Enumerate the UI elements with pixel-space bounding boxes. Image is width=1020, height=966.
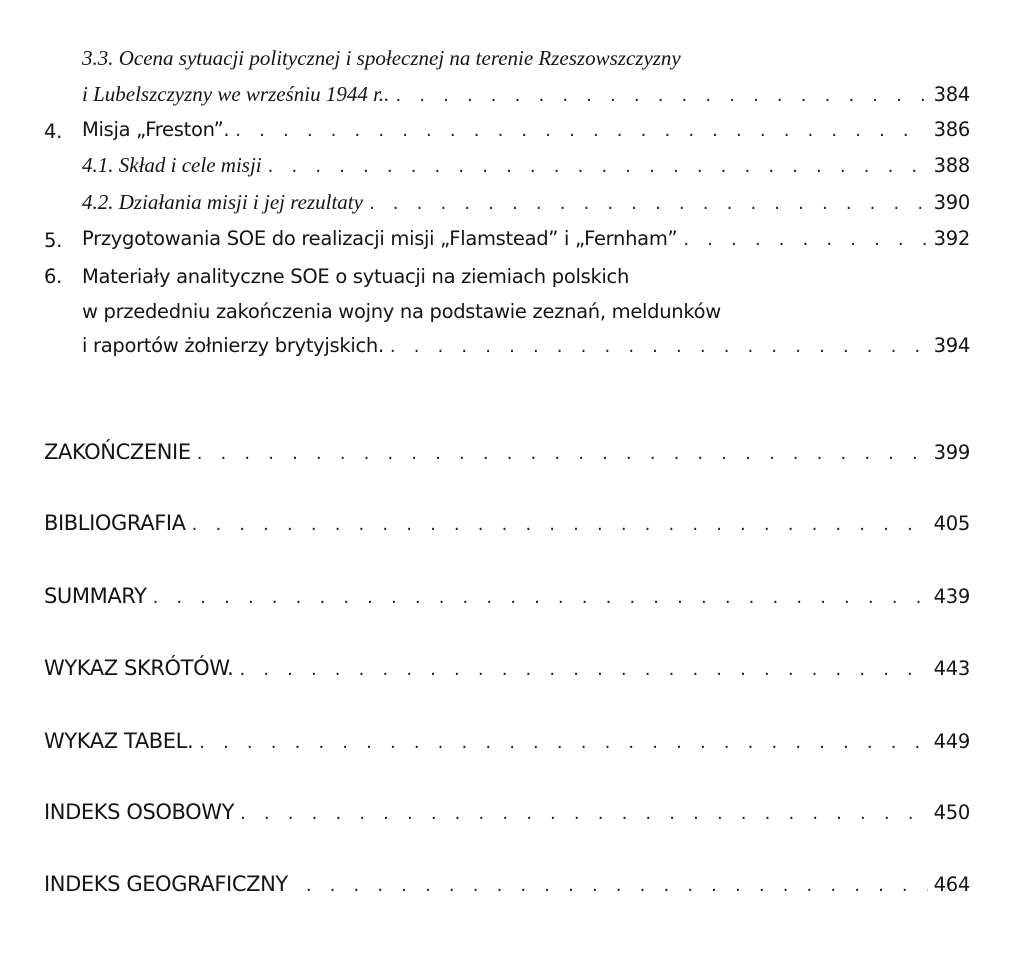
dot-leader	[199, 732, 927, 753]
toc-entry-3-3-line2[interactable]	[82, 82, 970, 107]
toc-entry-4-2[interactable]	[82, 190, 970, 215]
toc-section-bibliografia[interactable]	[44, 511, 970, 535]
section-title: INDEKS GEOGRAFICZNY	[44, 872, 288, 896]
entry-title: Ocena sytuacji politycznej i społecznej na terenie Rzeszowszczyzny	[118, 46, 681, 70]
entry-title-line2[interactable]: w przededniu zakończenia wojny na podstawie zeznań, meldunków	[82, 300, 721, 323]
page-number: 439	[933, 585, 970, 608]
toc-section-indeks-osobowy[interactable]	[44, 800, 970, 824]
entry-title	[82, 190, 363, 215]
entry-number: 5.	[44, 229, 63, 252]
toc-section-wykaz-skrotow[interactable]	[44, 656, 970, 680]
section-title: SUMMARY	[44, 584, 147, 608]
entry-number: 4.1.	[82, 153, 114, 177]
dot-leader	[153, 587, 928, 608]
toc-entry-4[interactable]	[82, 118, 970, 141]
dot-leader	[390, 336, 928, 357]
dot-leader	[306, 875, 928, 896]
entry-number: 4.	[44, 120, 63, 143]
entry-title: i Lubelszczyzny we wrześniu 1944 r..	[82, 82, 390, 106]
page-number: 399	[933, 441, 970, 464]
toc-entry-6[interactable]	[82, 334, 970, 357]
page-number: 449	[933, 730, 970, 753]
toc-section-wykaz-tabel[interactable]	[44, 729, 970, 753]
page-number: 384	[933, 83, 970, 106]
page-number: 390	[933, 191, 970, 214]
entry-number: 6.	[44, 265, 63, 288]
entry-title	[82, 153, 262, 178]
page-number: 388	[933, 154, 970, 177]
page-number: 394	[933, 334, 970, 357]
dot-leader	[235, 120, 927, 141]
entry-title: i raportów żołnierzy brytyjskich.	[82, 334, 384, 357]
section-title: INDEKS OSOBOWY	[44, 800, 235, 824]
page-number: 450	[933, 801, 970, 824]
section-title: WYKAZ TABEL.	[44, 729, 194, 753]
page-number: 392	[933, 227, 970, 250]
dot-leader	[239, 659, 927, 680]
dot-leader	[197, 443, 928, 464]
page-number: 443	[933, 657, 970, 680]
toc-section-indeks-geograficzny[interactable]	[44, 872, 970, 896]
entry-title: Przygotowania SOE do realizacji misji „Flamstead” i „Fernham”	[82, 227, 678, 250]
section-title: WYKAZ SKRÓTÓW.	[44, 656, 234, 680]
entry-number: 4.2.	[82, 190, 114, 214]
page-number: 405	[933, 512, 970, 535]
toc-entry-3-3-line1[interactable]	[82, 46, 681, 71]
entry-title-text: Skład i cele misji	[118, 153, 262, 177]
toc-entry-4-1[interactable]	[82, 153, 970, 178]
dot-leader	[192, 514, 928, 535]
entry-number: 3.3.	[82, 46, 114, 70]
page-number: 464	[933, 873, 970, 896]
dot-leader	[369, 193, 928, 214]
entry-title-line1[interactable]: Materiały analityczne SOE o sytuacji na ziemiach polskich	[82, 265, 630, 288]
section-title: BIBLIOGRAFIA	[44, 511, 186, 535]
section-title: ZAKOŃCZENIE	[44, 440, 191, 464]
dot-leader	[683, 229, 927, 250]
page-number: 386	[933, 118, 970, 141]
entry-title: Misja „Freston”.	[82, 118, 230, 141]
dot-leader	[268, 156, 928, 177]
dot-leader	[240, 803, 928, 824]
toc-entry-5[interactable]	[82, 227, 970, 250]
dot-leader	[395, 85, 927, 106]
entry-title-text: Działania misji i jej rezultaty	[118, 190, 363, 214]
toc-section-summary[interactable]	[44, 584, 970, 608]
toc-section-zakonczenie[interactable]	[44, 440, 970, 464]
